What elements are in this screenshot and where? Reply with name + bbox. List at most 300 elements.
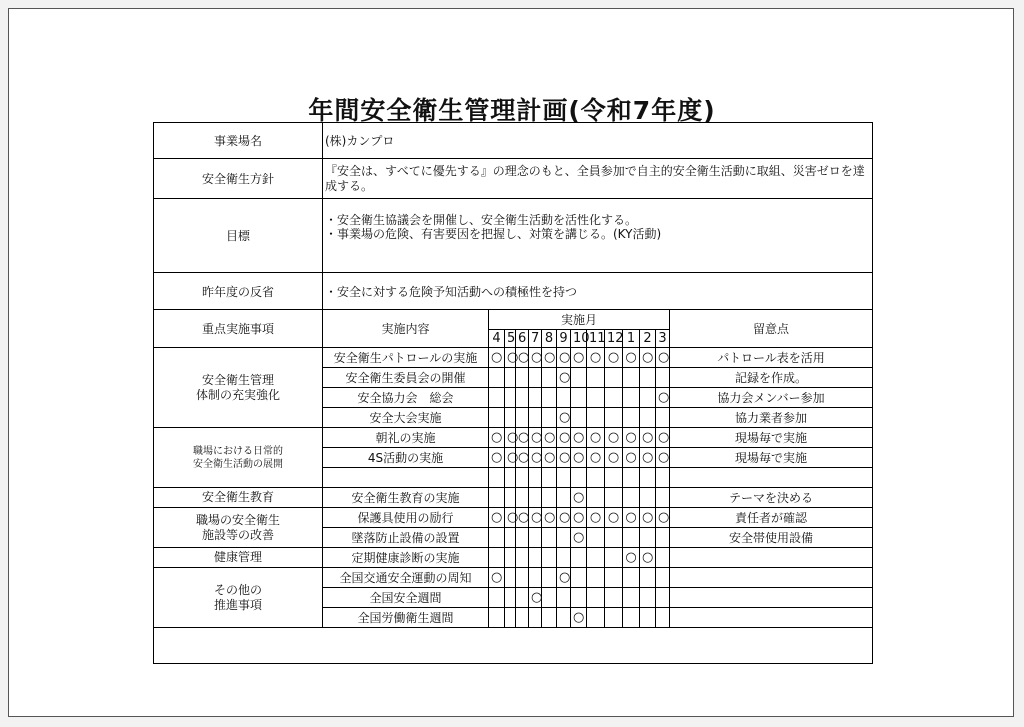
month-mark-cell <box>623 508 640 528</box>
month-mark-cell <box>529 348 542 368</box>
scheduled-mark: ○ <box>589 429 602 445</box>
content-cell: 保護具使用の励行 <box>323 508 489 528</box>
scheduled-mark: ○ <box>507 449 519 465</box>
scheduled-mark: ○ <box>607 349 620 365</box>
month-mark-cell <box>529 388 542 408</box>
content-header: 実施内容 <box>323 310 489 348</box>
month-label: 1 <box>623 330 640 348</box>
note-cell <box>670 568 873 588</box>
month-mark-cell <box>571 608 587 628</box>
month-label: 4 <box>489 330 505 348</box>
month-mark-cell <box>571 588 587 608</box>
month-mark-cell <box>656 528 670 548</box>
month-mark-cell <box>557 428 571 448</box>
month-mark-cell <box>529 588 542 608</box>
month-mark-cell <box>656 408 670 428</box>
scheduled-mark: ○ <box>573 529 585 545</box>
month-mark-cell <box>489 388 505 408</box>
month-mark-cell <box>571 568 587 588</box>
notes-header: 留意点 <box>670 310 873 348</box>
note-cell: 現場毎で実施 <box>670 428 873 448</box>
blank-footer-cell <box>154 628 873 664</box>
content-cell: 全国労働衛生週間 <box>323 608 489 628</box>
scheduled-mark: ○ <box>544 509 556 525</box>
month-mark-cell <box>640 368 656 388</box>
month-mark-cell <box>542 448 557 468</box>
goal-label: 目標 <box>154 199 323 273</box>
month-label: 3 <box>656 330 670 348</box>
month-mark-cell <box>529 448 542 468</box>
month-mark-cell <box>640 348 656 368</box>
month-mark-cell <box>587 468 605 488</box>
focus-group-cell: 安全衛生管理 体制の充実強化 <box>154 348 323 428</box>
month-mark-cell <box>557 528 571 548</box>
review-row <box>154 273 873 310</box>
month-mark-cell <box>605 548 623 568</box>
scheduled-mark: ○ <box>518 349 530 365</box>
scheduled-mark: ○ <box>507 349 519 365</box>
focus-group-cell: 職場における日常的 安全衛生活動の展開 <box>154 428 323 488</box>
scheduled-mark: ○ <box>642 429 654 445</box>
month-mark-cell <box>516 568 529 588</box>
month-mark-cell <box>656 428 670 448</box>
month-mark-cell <box>529 528 542 548</box>
content-cell: 朝礼の実施 <box>323 428 489 448</box>
month-mark-cell <box>571 508 587 528</box>
scheduled-mark: ○ <box>559 429 571 445</box>
month-mark-cell <box>587 488 605 508</box>
month-mark-cell <box>505 508 519 528</box>
month-mark-cell <box>656 548 670 568</box>
month-mark-cell <box>640 448 656 468</box>
month-mark-cell <box>640 508 656 528</box>
month-mark-cell <box>640 428 656 448</box>
month-mark-cell <box>623 428 640 448</box>
month-label: 12 <box>605 330 623 348</box>
scheduled-mark: ○ <box>589 509 602 525</box>
month-mark-cell <box>516 488 529 508</box>
month-mark-cell <box>542 348 557 368</box>
month-label: 7 <box>529 330 542 348</box>
scheduled-mark: ○ <box>544 349 556 365</box>
month-mark-cell <box>640 408 656 428</box>
month-mark-cell <box>516 468 529 488</box>
blank-footer-row <box>154 628 873 664</box>
focus-group-cell: その他の 推進事項 <box>154 568 323 628</box>
month-mark-cell <box>640 388 656 408</box>
month-mark-cell <box>623 568 640 588</box>
month-mark-cell <box>557 548 571 568</box>
month-mark-cell <box>529 368 542 388</box>
month-mark-cell <box>542 548 557 568</box>
scheduled-mark: ○ <box>559 509 571 525</box>
month-mark-cell <box>605 388 623 408</box>
plan-table <box>153 122 873 664</box>
month-mark-cell <box>623 548 640 568</box>
month-mark-cell <box>489 428 505 448</box>
month-mark-cell <box>656 588 670 608</box>
scheduled-mark: ○ <box>559 449 571 465</box>
month-mark-cell <box>656 508 670 528</box>
month-mark-cell <box>542 508 557 528</box>
scheduled-mark: ○ <box>559 349 571 365</box>
month-mark-cell <box>505 348 519 368</box>
scheduled-mark: ○ <box>658 349 670 365</box>
note-cell: パトロール表を活用 <box>670 348 873 368</box>
month-mark-cell <box>542 428 557 448</box>
scheduled-mark: ○ <box>491 509 503 525</box>
scheduled-mark: ○ <box>573 429 585 445</box>
month-mark-cell <box>640 588 656 608</box>
month-mark-cell <box>557 608 571 628</box>
month-mark-cell <box>623 388 640 408</box>
month-mark-cell <box>587 568 605 588</box>
month-mark-cell <box>516 448 529 468</box>
month-mark-cell <box>623 348 640 368</box>
month-mark-cell <box>529 488 542 508</box>
month-mark-cell <box>516 348 529 368</box>
month-mark-cell <box>571 448 587 468</box>
month-mark-cell <box>516 528 529 548</box>
page-title: 年間安全衛生管理計画(令和7年度) <box>308 96 716 125</box>
content-cell: 安全協力会 総会 <box>323 388 489 408</box>
month-mark-cell <box>516 548 529 568</box>
note-cell: 責任者が確認 <box>670 508 873 528</box>
scheduled-mark: ○ <box>531 349 543 365</box>
month-mark-cell <box>605 588 623 608</box>
month-mark-cell <box>557 348 571 368</box>
month-mark-cell <box>656 388 670 408</box>
note-cell: テーマを決める <box>670 488 873 508</box>
scheduled-mark: ○ <box>559 569 571 585</box>
scheduled-mark: ○ <box>589 349 602 365</box>
goal-line-1: ・安全衛生協議会を開催し、安全衛生活動を活性化する。 <box>325 213 638 227</box>
month-mark-cell <box>623 588 640 608</box>
review-label: 昨年度の反省 <box>154 273 323 310</box>
note-cell: 協力業者参加 <box>670 408 873 428</box>
month-mark-cell <box>542 528 557 548</box>
month-mark-cell <box>656 488 670 508</box>
month-mark-cell <box>571 408 587 428</box>
month-mark-cell <box>656 368 670 388</box>
month-mark-cell <box>656 468 670 488</box>
month-mark-cell <box>605 608 623 628</box>
month-mark-cell <box>605 568 623 588</box>
month-mark-cell <box>571 388 587 408</box>
scheduled-mark: ○ <box>531 429 543 445</box>
month-mark-cell <box>542 468 557 488</box>
month-mark-cell <box>640 488 656 508</box>
month-mark-cell <box>587 428 605 448</box>
scheduled-mark: ○ <box>531 509 543 525</box>
month-mark-cell <box>516 588 529 608</box>
scheduled-mark: ○ <box>642 549 654 565</box>
month-mark-cell <box>605 428 623 448</box>
month-mark-cell <box>656 568 670 588</box>
month-mark-cell <box>529 428 542 448</box>
office-row <box>154 123 873 159</box>
note-cell: 記録を作成。 <box>670 368 873 388</box>
month-mark-cell <box>587 408 605 428</box>
month-mark-cell <box>489 548 505 568</box>
month-mark-cell <box>505 428 519 448</box>
month-mark-cell <box>557 568 571 588</box>
content-cell <box>323 468 489 488</box>
policy-row <box>154 159 873 199</box>
month-mark-cell <box>557 488 571 508</box>
focus-header: 重点実施事項 <box>154 310 323 348</box>
focus-group-cell: 職場の安全衛生 施設等の改善 <box>154 508 323 548</box>
month-mark-cell <box>656 448 670 468</box>
month-mark-cell <box>529 568 542 588</box>
focus-group-cell: 健康管理 <box>154 548 323 568</box>
note-cell: 協力会メンバー参加 <box>670 388 873 408</box>
goal-line-2: ・事業場の危険、有害要因を把握し、対策を講じる。(KY活動) <box>325 227 662 241</box>
month-mark-cell <box>571 428 587 448</box>
month-mark-cell <box>505 588 516 608</box>
month-mark-cell <box>542 608 557 628</box>
month-mark-cell <box>516 388 529 408</box>
month-mark-cell <box>557 368 571 388</box>
month-mark-cell <box>557 408 571 428</box>
month-mark-cell <box>623 368 640 388</box>
note-cell <box>670 608 873 628</box>
scheduled-mark: ○ <box>625 509 637 525</box>
month-mark-cell <box>557 388 571 408</box>
month-mark-cell <box>489 368 505 388</box>
month-mark-cell <box>587 448 605 468</box>
scheduled-mark: ○ <box>507 429 519 445</box>
month-mark-cell <box>640 528 656 548</box>
month-mark-cell <box>623 448 640 468</box>
month-mark-cell <box>505 448 519 468</box>
plan-items <box>154 348 873 628</box>
month-mark-cell <box>529 548 542 568</box>
scheduled-mark: ○ <box>518 509 530 525</box>
month-mark-cell <box>505 548 516 568</box>
month-mark-cell <box>516 368 529 388</box>
month-mark-cell <box>571 488 587 508</box>
month-mark-cell <box>529 508 542 528</box>
scheduled-mark: ○ <box>642 449 654 465</box>
focus-group-cell: 安全衛生教育 <box>154 488 323 508</box>
month-mark-cell <box>529 608 542 628</box>
month-mark-cell <box>623 468 640 488</box>
month-mark-cell <box>489 568 505 588</box>
month-label: 11 <box>587 330 605 348</box>
content-cell: 全国安全週間 <box>323 588 489 608</box>
month-mark-cell <box>623 608 640 628</box>
month-mark-cell <box>571 548 587 568</box>
month-mark-cell <box>605 448 623 468</box>
scheduled-mark: ○ <box>559 369 571 385</box>
month-mark-cell <box>542 388 557 408</box>
month-mark-cell <box>542 588 557 608</box>
content-cell: 全国交通安全運動の周知 <box>323 568 489 588</box>
month-mark-cell <box>489 528 505 548</box>
month-mark-cell <box>505 468 516 488</box>
scheduled-mark: ○ <box>491 349 503 365</box>
month-mark-cell <box>505 388 516 408</box>
scheduled-mark: ○ <box>573 489 585 505</box>
month-mark-cell <box>587 388 605 408</box>
month-mark-cell <box>489 408 505 428</box>
month-mark-cell <box>571 348 587 368</box>
scheduled-mark: ○ <box>607 429 620 445</box>
month-mark-cell <box>640 468 656 488</box>
month-mark-cell <box>640 548 656 568</box>
scheduled-mark: ○ <box>531 589 543 605</box>
month-mark-cell <box>505 528 516 548</box>
scheduled-mark: ○ <box>607 509 620 525</box>
month-mark-cell <box>587 548 605 568</box>
month-mark-cell <box>557 508 571 528</box>
content-cell: 安全大会実施 <box>323 408 489 428</box>
month-mark-cell <box>542 488 557 508</box>
month-mark-cell <box>605 528 623 548</box>
scheduled-mark: ○ <box>491 449 503 465</box>
month-mark-cell <box>489 608 505 628</box>
month-label: 5 <box>505 330 516 348</box>
month-mark-cell <box>656 348 670 368</box>
month-mark-cell <box>605 408 623 428</box>
month-mark-cell <box>640 568 656 588</box>
scheduled-mark: ○ <box>544 449 556 465</box>
note-cell: 安全帯使用設備 <box>670 528 873 548</box>
scheduled-mark: ○ <box>507 509 519 525</box>
month-mark-cell <box>571 368 587 388</box>
month-mark-cell <box>623 528 640 548</box>
scheduled-mark: ○ <box>658 449 670 465</box>
scheduled-mark: ○ <box>573 509 585 525</box>
month-label: 10 <box>571 330 587 348</box>
month-mark-cell <box>489 468 505 488</box>
month-mark-cell <box>587 588 605 608</box>
month-mark-cell <box>489 588 505 608</box>
month-mark-cell <box>623 488 640 508</box>
scheduled-mark: ○ <box>518 429 530 445</box>
note-cell: 現場毎で実施 <box>670 448 873 468</box>
month-label: 2 <box>640 330 656 348</box>
month-mark-cell <box>640 608 656 628</box>
month-mark-cell <box>587 528 605 548</box>
content-cell: 4S活動の実施 <box>323 448 489 468</box>
month-mark-cell <box>605 508 623 528</box>
scheduled-mark: ○ <box>518 449 530 465</box>
month-mark-cell <box>505 408 516 428</box>
content-cell: 安全衛生パトロールの実施 <box>323 348 489 368</box>
scheduled-mark: ○ <box>589 449 602 465</box>
month-mark-cell <box>605 468 623 488</box>
content-cell: 安全衛生委員会の開催 <box>323 368 489 388</box>
month-mark-cell <box>587 508 605 528</box>
scheduled-mark: ○ <box>658 389 670 405</box>
month-label: 8 <box>542 330 557 348</box>
scheduled-mark: ○ <box>625 549 637 565</box>
column-header-row <box>154 310 873 330</box>
scheduled-mark: ○ <box>491 569 503 585</box>
month-mark-cell <box>489 348 505 368</box>
scheduled-mark: ○ <box>658 429 670 445</box>
month-mark-cell <box>516 608 529 628</box>
plan-item-row <box>154 348 873 368</box>
month-mark-cell <box>542 368 557 388</box>
month-mark-cell <box>623 408 640 428</box>
month-mark-cell <box>557 588 571 608</box>
office-value: (株)カンプロ <box>323 123 873 159</box>
plan-item-row <box>154 548 873 568</box>
scheduled-mark: ○ <box>625 449 637 465</box>
scheduled-mark: ○ <box>642 509 654 525</box>
month-mark-cell <box>557 448 571 468</box>
plan-item-row <box>154 488 873 508</box>
months-header: 実施月 <box>489 310 670 330</box>
plan-item-row <box>154 428 873 448</box>
month-mark-cell <box>587 608 605 628</box>
scheduled-mark: ○ <box>607 449 620 465</box>
scheduled-mark: ○ <box>625 349 637 365</box>
scheduled-mark: ○ <box>573 349 585 365</box>
review-value: ・安全に対する危険予知活動への積極性を持つ <box>323 273 873 310</box>
month-mark-cell <box>529 408 542 428</box>
month-mark-cell <box>587 348 605 368</box>
scheduled-mark: ○ <box>658 509 670 525</box>
month-mark-cell <box>605 348 623 368</box>
month-mark-cell <box>505 608 516 628</box>
month-mark-cell <box>571 468 587 488</box>
month-mark-cell <box>605 368 623 388</box>
month-mark-cell <box>505 368 516 388</box>
month-mark-cell <box>516 408 529 428</box>
goal-row <box>154 199 873 273</box>
scheduled-mark: ○ <box>625 429 637 445</box>
content-cell: 墜落防止設備の設置 <box>323 528 489 548</box>
scheduled-mark: ○ <box>642 349 654 365</box>
scheduled-mark: ○ <box>544 429 556 445</box>
policy-value: 『安全は、すべてに優先する』の理念のもと、全員参加で自主的安全衛生活動に取組、災害ゼロを達成する。 <box>323 159 873 199</box>
month-mark-cell <box>505 488 516 508</box>
scheduled-mark: ○ <box>559 409 571 425</box>
policy-label: 安全衛生方針 <box>154 159 323 199</box>
month-mark-cell <box>542 408 557 428</box>
office-label: 事業場名 <box>154 123 323 159</box>
scheduled-mark: ○ <box>573 609 585 625</box>
document-page <box>8 8 1014 717</box>
note-cell <box>670 548 873 568</box>
month-mark-cell <box>529 468 542 488</box>
month-label: 9 <box>557 330 571 348</box>
month-mark-cell <box>516 428 529 448</box>
month-mark-cell <box>557 468 571 488</box>
month-mark-cell <box>587 368 605 388</box>
month-mark-cell <box>571 528 587 548</box>
plan-item-row <box>154 568 873 588</box>
month-mark-cell <box>489 508 505 528</box>
month-mark-cell <box>605 488 623 508</box>
note-cell <box>670 468 873 488</box>
scheduled-mark: ○ <box>531 449 543 465</box>
note-cell <box>670 588 873 608</box>
month-mark-cell <box>489 488 505 508</box>
month-mark-cell <box>489 448 505 468</box>
plan-item-row <box>154 508 873 528</box>
scheduled-mark: ○ <box>491 429 503 445</box>
month-label: 6 <box>516 330 529 348</box>
month-mark-cell <box>542 568 557 588</box>
content-cell: 定期健康診断の実施 <box>323 548 489 568</box>
scheduled-mark: ○ <box>573 449 585 465</box>
month-mark-cell <box>505 568 516 588</box>
